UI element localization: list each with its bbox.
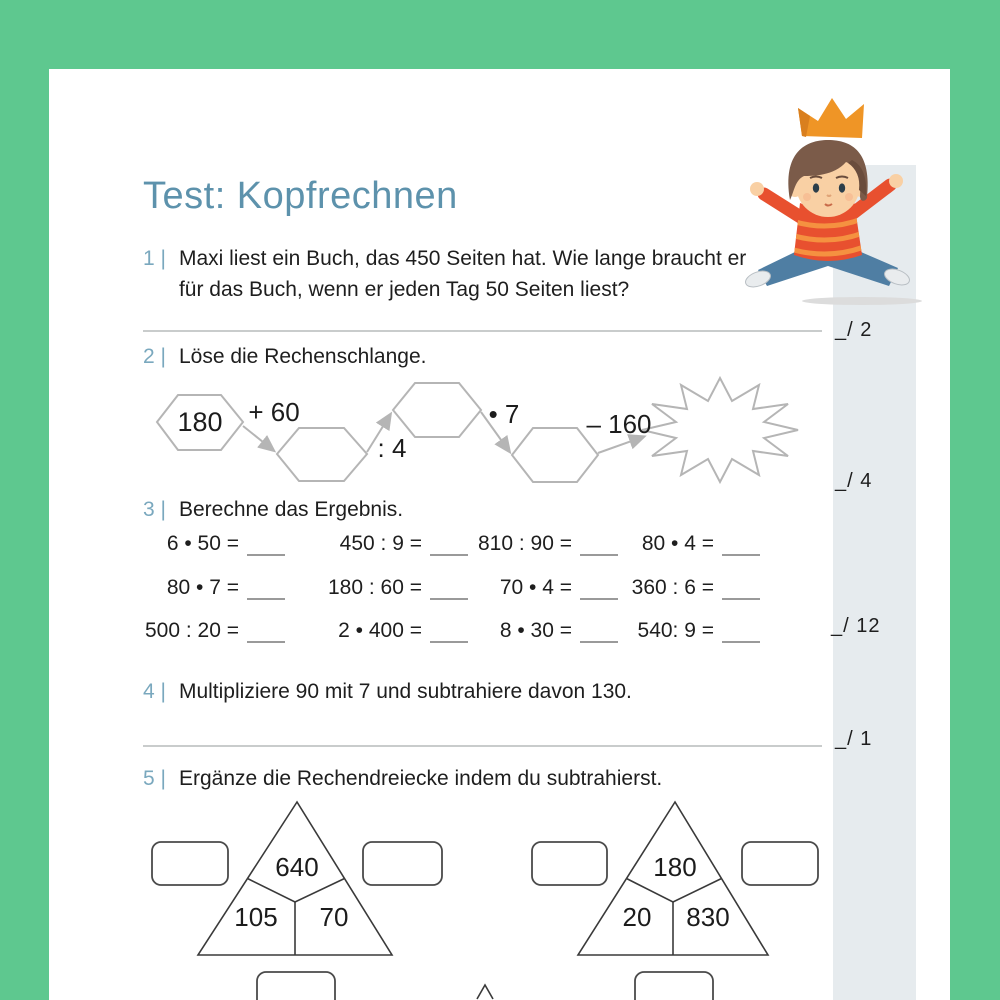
answer-box [363, 842, 442, 885]
boy-cheek-right [845, 193, 853, 201]
expression: 810 : 90 = [478, 532, 572, 555]
task-4-text: Multipliziere 90 mit 7 und subtrahiere davon 130. [178, 680, 632, 703]
score-task3: _/ 12 [831, 615, 881, 637]
calculation-triangles [140, 795, 830, 1000]
snake-arrow-4 [598, 437, 643, 453]
answer-box [742, 842, 818, 885]
triangle-2-left: 20 [622, 902, 652, 932]
task-5 [143, 763, 662, 794]
snake-op1: + 60 [248, 397, 300, 427]
boy-shadow [802, 297, 922, 305]
separator-task1 [143, 330, 822, 332]
snake-start-value: 180 [177, 407, 223, 437]
score-task1: _/ 2 [835, 319, 873, 341]
boy-nose [827, 195, 831, 196]
triangle-1-top: 640 [275, 852, 319, 882]
triangle-1-left: 105 [234, 902, 278, 932]
expression: 360 : 6 = [631, 576, 714, 599]
triangle-1-right: 70 [319, 902, 349, 932]
answer-blank [580, 531, 618, 556]
snake-hexagon-3 [393, 383, 481, 437]
answer-blank [580, 575, 618, 600]
worksheet-page [49, 69, 950, 1000]
score-task2: _/ 4 [835, 470, 873, 492]
calculation-snake [140, 375, 820, 497]
task-2-number: 2 | [143, 345, 166, 368]
boy-eye-left [813, 183, 819, 192]
snake-hexagon-4 [512, 428, 598, 482]
snake-starburst-result [642, 378, 798, 482]
answer-box [532, 842, 607, 885]
answer-blank [247, 618, 285, 643]
snake-op2: : 4 [377, 433, 407, 463]
triangle-1-inner-lines [248, 879, 345, 903]
snake-hexagon-2 [277, 428, 367, 481]
answer-box [152, 842, 228, 885]
triangle-3-apex [477, 985, 493, 999]
page-title: Test: Kopfrechnen [143, 175, 458, 217]
task-4-number: 4 | [143, 680, 166, 703]
boy-left-arm [764, 194, 802, 218]
boy-cheek-left [803, 193, 811, 201]
task-5-label: Ergänze die Rechendreiecke indem du subtrahierst. [178, 767, 663, 790]
expression: 80 • 4 = [641, 532, 714, 555]
answer-blank [580, 618, 618, 643]
task-2 [143, 341, 426, 372]
expression: 6 • 50 = [166, 532, 239, 555]
task-3 [143, 494, 403, 525]
task-5-number: 5 | [143, 767, 166, 790]
expression: 500 : 20 = [145, 619, 239, 642]
answer-box [257, 972, 335, 1000]
answer-blank [722, 618, 760, 643]
task-3-row-2 [49, 575, 950, 603]
task-1-line2: für das Buch, wenn er jeden Tag 50 Seiten liest? [178, 278, 630, 301]
expression: 70 • 4 = [499, 576, 572, 599]
expression: 540: 9 = [637, 619, 714, 642]
boy-eye-right [839, 183, 845, 192]
expression: 80 • 7 = [166, 576, 239, 599]
triangle-2-right: 830 [686, 902, 730, 932]
answer-blank [430, 575, 468, 600]
task-3-number: 3 | [143, 498, 166, 521]
answer-blank [247, 575, 285, 600]
answer-blank [430, 618, 468, 643]
task-3-row-1 [49, 531, 950, 559]
snake-op3: • 7 [488, 399, 520, 429]
triangle-2-inner-lines [627, 879, 722, 903]
task-1 [143, 243, 746, 305]
answer-blank [247, 531, 285, 556]
answer-box [635, 972, 713, 1000]
expression: 2 • 400 = [338, 619, 422, 642]
snake-arrow-1 [243, 426, 273, 450]
separator-task4 [143, 745, 822, 747]
boy-right-hand [889, 174, 903, 188]
answer-blank [722, 575, 760, 600]
task-1-line1: Maxi liest ein Buch, das 450 Seiten hat. Wie lange braucht er [178, 247, 747, 270]
task-1-number: 1 | [143, 247, 166, 270]
expression: 8 • 30 = [499, 619, 572, 642]
task-3-row-3 [49, 618, 950, 646]
task-2-label: Löse die Rechenschlange. [178, 345, 427, 368]
task-1-text [179, 243, 746, 305]
snake-op4: – 160 [586, 409, 652, 439]
boy-left-hand [750, 182, 764, 196]
task-3-label: Berechne das Ergebnis. [178, 498, 404, 521]
task-4 [143, 676, 632, 707]
score-task4: _/ 1 [835, 728, 873, 750]
expression: 180 : 60 = [328, 576, 422, 599]
jumping-boy-illustration [740, 90, 940, 305]
answer-blank [430, 531, 468, 556]
triangle-2-top: 180 [653, 852, 697, 882]
expression: 450 : 9 = [339, 532, 422, 555]
answer-blank [722, 531, 760, 556]
